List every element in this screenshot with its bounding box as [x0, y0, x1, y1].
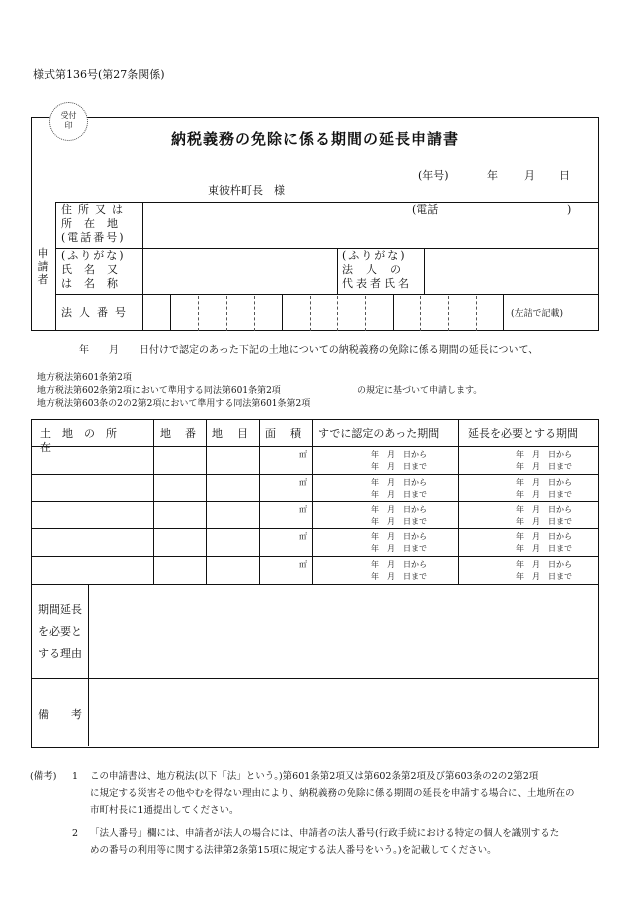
grid-line [31, 474, 599, 475]
approved-period-from: 年 月 日から [371, 505, 427, 514]
reason-field[interactable] [92, 586, 594, 674]
approved-period-to: 年 月 日まで [371, 517, 427, 526]
addressee: 東彼杵町長 様 [208, 184, 285, 197]
date-era: (年号) [418, 169, 449, 182]
digit-separator [170, 295, 171, 331]
grid-line [31, 678, 599, 679]
corp-number-label: 法人番号 [61, 306, 133, 319]
approved-period-from: 年 月 日から [371, 560, 427, 569]
representative-field[interactable] [430, 252, 590, 290]
corp-number-field[interactable] [143, 295, 503, 331]
statement: 年 月 日付けで認定のあった下記の土地についての納税義務の免除に係る期間の延長について、 [79, 345, 539, 356]
grid-line [458, 419, 459, 584]
digit-separator [337, 296, 338, 331]
grid-line [206, 419, 207, 584]
address-label: 住所又は 所在地 (電話番号) [61, 203, 130, 244]
notes-heading: (備考) [30, 771, 57, 782]
extension-period-from: 年 月 日から [516, 505, 572, 514]
area-unit: ㎡ [299, 478, 307, 487]
grid-line [259, 419, 260, 584]
approved-period-from: 年 月 日から [371, 478, 427, 487]
grid-line [31, 528, 599, 529]
digit-separator [282, 295, 283, 331]
form-title: 納税義務の免除に係る期間の延長申請書 [170, 130, 459, 148]
approved-period-to: 年 月 日まで [371, 462, 427, 471]
date-month[interactable]: 月 [524, 169, 535, 182]
grid-line [31, 501, 599, 502]
area-unit: ㎡ [299, 505, 307, 514]
digit-separator [393, 295, 394, 331]
header-lot-number: 地番 [160, 427, 210, 440]
name-field[interactable] [150, 252, 330, 290]
extension-period-to: 年 月 日まで [516, 462, 572, 471]
approved-period-to: 年 月 日まで [371, 490, 427, 499]
digit-separator [365, 296, 366, 331]
representative-label: (ふりがな) 法人の 代表者氏名 [342, 249, 414, 290]
header-location: 土地の所在 [40, 427, 128, 454]
extension-period-to: 年 月 日まで [516, 572, 572, 581]
extension-period-from: 年 月 日から [516, 560, 572, 569]
area-unit: ㎡ [299, 532, 307, 541]
notes [30, 768, 600, 859]
digit-separator [420, 296, 421, 331]
grid-line [312, 419, 313, 584]
phone-close: ) [567, 203, 572, 216]
grid-line [88, 584, 89, 746]
header-approved-period: すでに認定のあった期間 [318, 427, 440, 440]
law-ref-1: 地方税法第601条第2項 [37, 373, 132, 383]
receipt-stamp-line1: 受付 [60, 111, 77, 120]
approved-period-to: 年 月 日まで [371, 544, 427, 553]
area-unit: ㎡ [299, 450, 307, 459]
remarks-label: 備 考 [38, 708, 82, 721]
digit-separator [448, 296, 449, 331]
area-unit: ㎡ [299, 560, 307, 569]
form-code: 様式第136号(第27条関係) [33, 68, 165, 81]
remarks-field[interactable] [92, 680, 594, 744]
digit-separator [226, 296, 227, 331]
law-ref-3: 地方税法第603条の2の2第2項において準用する同法第601条第2項 [37, 399, 311, 409]
grid-line [31, 556, 599, 557]
address-field[interactable] [150, 216, 590, 244]
grid-line [337, 248, 338, 294]
grid-line [153, 419, 154, 584]
law-suffix: の規定に基づいて申請します。 [357, 386, 483, 396]
grid-line [31, 584, 599, 585]
header-extension-period: 延長を必要とする期間 [468, 427, 578, 440]
digit-separator [254, 296, 255, 331]
extension-period-from: 年 月 日から [516, 532, 572, 541]
date-year[interactable]: 年 [487, 169, 498, 182]
note-number: 1 [72, 771, 79, 782]
name-label: (ふりがな) 氏名又 は名称 [61, 249, 130, 290]
grid-line [424, 248, 425, 294]
date-day[interactable]: 日 [559, 169, 570, 182]
receipt-stamp [49, 102, 88, 141]
applicant-label: 申 請 者 [37, 247, 49, 286]
corp-number-note: (左詰で記載) [511, 309, 564, 319]
approved-period-to: 年 月 日まで [371, 572, 427, 581]
digit-separator [198, 296, 199, 331]
extension-period-to: 年 月 日まで [516, 517, 572, 526]
extension-period-to: 年 月 日まで [516, 490, 572, 499]
grid-line [55, 202, 56, 331]
approved-period-from: 年 月 日から [371, 532, 427, 541]
note-item-1: (備考) 1 この申請書は、地方税法(以下「法」という。)第601条第2項又は第602条第2項及び第603条の2の2第2項 に規定する災害その他やむを得ない理由により、納税義務の免除に係る期間の延長を申請する場合に、土地所在の 市町村長に1通提出してください。 [30, 768, 600, 819]
digit-separator [310, 296, 311, 331]
note-item-2: 2 「法人番号」欄には、申請者が法人の場合には、申請者の法人番号(行政手続における特定の個人を識別するた めの番号の利用等に関する法律第2条第15項に規定する法人番号をいう。)を記載してください。 [30, 825, 600, 859]
header-area: 面積 [265, 427, 315, 440]
law-ref-2: 地方税法第602条第2項において準用する同法第601条第2項 [37, 386, 281, 396]
reason-label: 期間延長 を必要と する理由 [38, 603, 82, 660]
approved-period-from: 年 月 日から [371, 450, 427, 459]
grid-line [503, 294, 504, 331]
header-land-category: 地目 [212, 427, 262, 440]
extension-period-to: 年 月 日まで [516, 544, 572, 553]
extension-period-from: 年 月 日から [516, 450, 572, 459]
phone-open: (電話 [412, 203, 439, 216]
extension-period-from: 年 月 日から [516, 478, 572, 487]
digit-separator [476, 296, 477, 331]
receipt-stamp-line2: 印 [64, 121, 73, 130]
note-number: 2 [72, 828, 79, 839]
